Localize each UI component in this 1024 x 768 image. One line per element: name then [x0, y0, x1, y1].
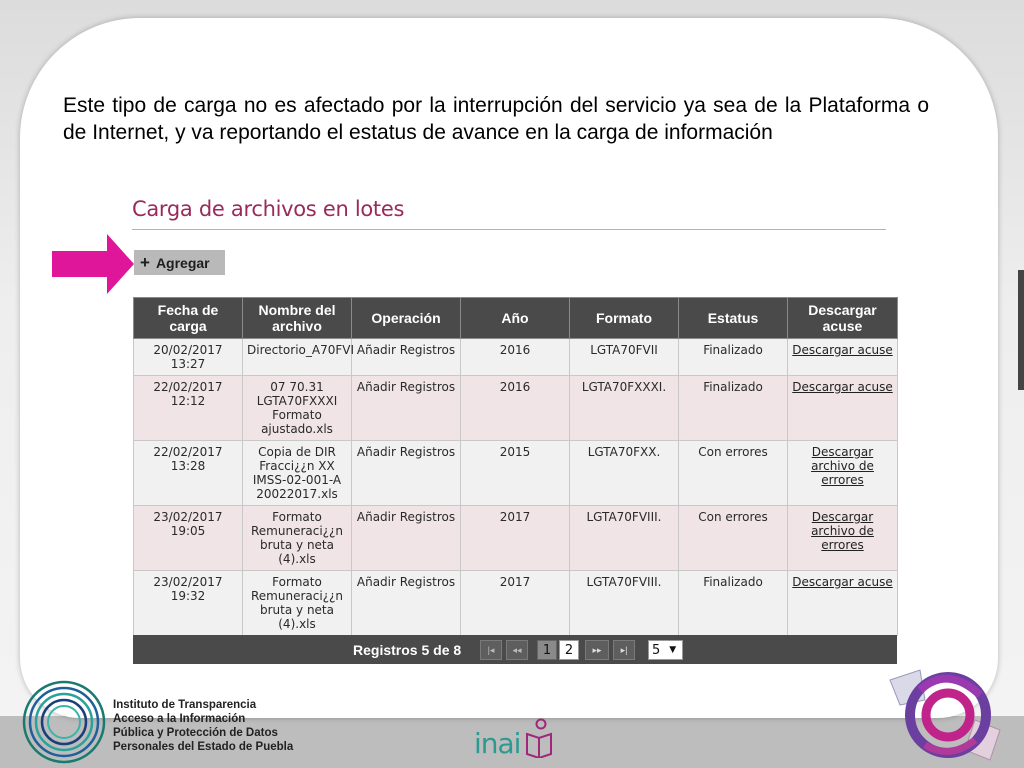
cell-accion	[788, 571, 898, 636]
cell-operacion: Añadir Registros	[352, 441, 461, 506]
cell-estatus: Finalizado	[679, 376, 788, 441]
header-anio[interactable]: Año	[461, 298, 570, 339]
header-operacion[interactable]: Operación	[352, 298, 461, 339]
cell-nombre: Formato Remuneraci¿¿n bruta y neta (4).xls	[243, 571, 352, 636]
cell-anio: 2016	[461, 376, 570, 441]
cell-accion	[788, 376, 898, 441]
page-size-select[interactable]	[648, 640, 683, 660]
header-nombre[interactable]: Nombre del archivo	[243, 298, 352, 339]
cell-formato: LGTA70FVII	[570, 339, 679, 376]
table-row	[134, 571, 898, 636]
header-estatus[interactable]: Estatus	[679, 298, 788, 339]
cell-formato: LGTA70FXXXI.	[570, 376, 679, 441]
cell-estatus: Finalizado	[679, 339, 788, 376]
cell-operacion: Añadir Registros	[352, 571, 461, 636]
cell-estatus: Finalizado	[679, 571, 788, 636]
records-count: Registros 5 de 8	[353, 642, 462, 658]
add-button[interactable]	[134, 250, 225, 275]
pagination-bar	[133, 635, 897, 664]
cell-fecha: 23/02/2017 19:32	[134, 571, 243, 636]
table-header-row	[134, 298, 898, 339]
cell-accion	[788, 441, 898, 506]
cell-nombre: Formato Remuneraci¿¿n bruta y neta (4).xls	[243, 506, 352, 571]
header-fecha[interactable]: Fecha de carga	[134, 298, 243, 339]
institute-line: Acceso a la Información	[113, 713, 246, 725]
last-page-icon[interactable]: ▸|	[613, 640, 635, 660]
institute-line: Pública y Protección de Datos	[113, 727, 278, 739]
header-formato[interactable]: Formato	[570, 298, 679, 339]
cell-anio: 2015	[461, 441, 570, 506]
download-errors-link[interactable]: Descargar archivo de errores	[811, 445, 874, 487]
institute-line: Instituto de Transparencia	[113, 699, 257, 711]
cell-nombre: Copia de DIR Fracci¿¿n XX IMSS-02-001-A 20022017.xls	[243, 441, 352, 506]
title-divider	[132, 229, 886, 230]
cell-formato: LGTA70FXX.	[570, 441, 679, 506]
cell-fecha: 22/02/2017 12:12	[134, 376, 243, 441]
puebla-emblem-icon	[880, 660, 1010, 766]
cell-formato: LGTA70FVIII.	[570, 506, 679, 571]
cell-estatus: Con errores	[679, 441, 788, 506]
header-descargar[interactable]: Descargar acuse	[788, 298, 898, 339]
download-acuse-link[interactable]: Descargar acuse	[792, 575, 893, 589]
table-row	[134, 376, 898, 441]
intro-paragraph: Este tipo de carga no es afectado por la interrupción del servicio ya sea de la Plataforma o de Internet, y va reportando el estatus de avance en la carga de información	[63, 94, 929, 144]
first-page-icon[interactable]: |◂	[480, 640, 502, 660]
cell-fecha: 23/02/2017 19:05	[134, 506, 243, 571]
right-edge-mark	[1018, 270, 1024, 390]
download-acuse-link[interactable]: Descargar acuse	[792, 343, 893, 357]
institute-line: Personales del Estado de Puebla	[113, 741, 294, 753]
page-2-button[interactable]: 2	[559, 640, 579, 660]
next-page-icon[interactable]: ▸▸	[585, 640, 609, 660]
plus-icon: +	[140, 253, 150, 272]
add-button-label: Agregar	[155, 254, 210, 271]
cell-anio: 2016	[461, 339, 570, 376]
cell-fecha: 20/02/2017 13:27	[134, 339, 243, 376]
download-acuse-link[interactable]: Descargar acuse	[792, 380, 893, 394]
chevron-down-icon: ▼	[669, 645, 677, 655]
cell-operacion: Añadir Registros	[352, 376, 461, 441]
page-size-value: 5	[652, 642, 661, 658]
cell-formato: LGTA70FVIII.	[570, 571, 679, 636]
inai-wordmark: inai	[474, 727, 521, 760]
inai-logo	[474, 718, 554, 758]
page-1-button[interactable]: 1	[537, 640, 557, 660]
prev-page-icon[interactable]: ◂◂	[506, 640, 528, 660]
cell-nombre: Directorio_A70FVI	[243, 339, 352, 376]
cell-operacion: Añadir Registros	[352, 506, 461, 571]
institute-logo-icon	[20, 678, 108, 766]
cell-operacion: Añadir Registros	[352, 339, 461, 376]
panel-title: Carga de archivos en lotes	[132, 197, 405, 221]
download-errors-link[interactable]: Descargar archivo de errores	[811, 510, 874, 552]
table-row	[134, 506, 898, 571]
inai-book-icon	[524, 718, 554, 758]
cell-fecha: 22/02/2017 13:28	[134, 441, 243, 506]
cell-anio: 2017	[461, 506, 570, 571]
upload-table	[133, 297, 898, 636]
cell-estatus: Con errores	[679, 506, 788, 571]
cell-accion	[788, 506, 898, 571]
cell-accion	[788, 339, 898, 376]
table-row	[134, 441, 898, 506]
table-row	[134, 339, 898, 376]
cell-anio: 2017	[461, 571, 570, 636]
cell-nombre: 07 70.31 LGTA70FXXXI Formato ajustado.xls	[243, 376, 352, 441]
institute-name	[113, 698, 293, 754]
pointer-arrow-icon	[52, 234, 134, 294]
